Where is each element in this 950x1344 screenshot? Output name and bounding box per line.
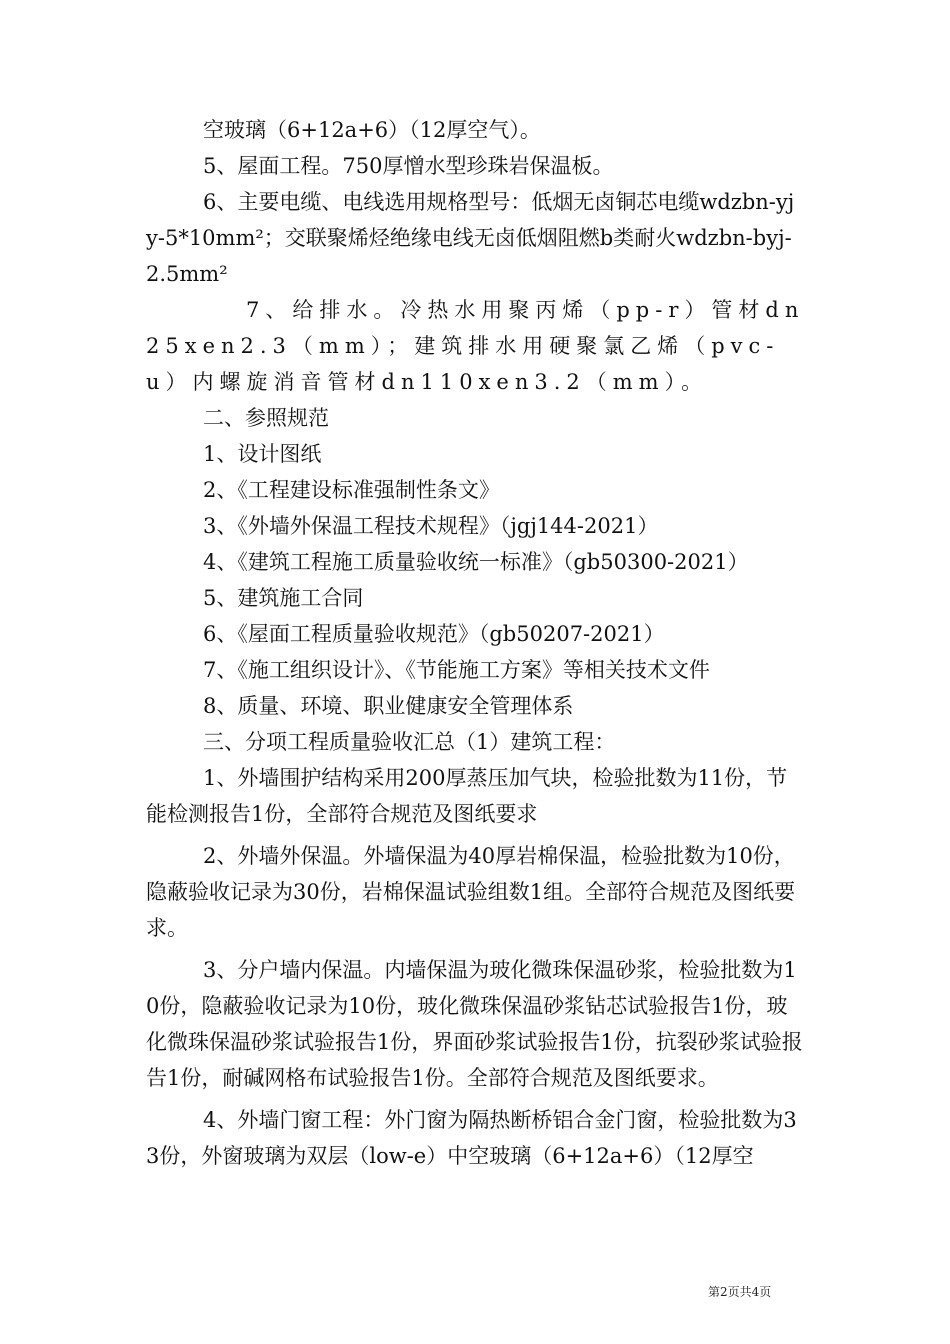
page-footer: 第2页共4页 bbox=[708, 1285, 772, 1299]
list-item: 2、《工程建设标准强制性条文》 bbox=[203, 478, 500, 502]
list-item: 6、《屋面工程质量验收规范》（gb50207-2021） bbox=[203, 622, 665, 646]
paragraph: 2、外墙外保温。外墙保温为40厚岩棉保温，检验批数为10份，隐蔽验收记录为30份，岩棉保温试验组数1组。全部符合规范及图纸要求。 bbox=[146, 844, 796, 940]
list-item: 3、《外墙外保温工程技术规程》（jgj144-2021） bbox=[203, 514, 659, 538]
list-item: 4、《建筑工程施工质量验收统一标准》（gb50300-2021） bbox=[203, 550, 749, 574]
list-item: 8、质量、环境、职业健康安全管理体系 bbox=[203, 694, 574, 718]
list-item: 1、设计图纸 bbox=[203, 442, 322, 466]
section-heading: 三、分项工程质量验收汇总（1）建筑工程： bbox=[203, 730, 616, 754]
paragraph: 1、外墙围护结构采用200厚蒸压加气块，检验批数为11份，节能检测报告1份，全部符合规范及图纸要求 bbox=[146, 766, 788, 826]
paragraph: 5、屋面工程。750厚憎水型珍珠岩保温板。 bbox=[203, 154, 614, 178]
section-heading: 二、参照规范 bbox=[203, 406, 329, 430]
paragraph: 4、外墙门窗工程：外门窗为隔热断桥铝合金门窗，检验批数为33份，外窗玻璃为双层（low-e）中空玻璃（6+12a+6）（12厚空 bbox=[146, 1108, 797, 1168]
paragraph: 7、给排水。冷热水用聚丙烯（pp-r）管材dn25xen2.3（mm）；建筑排水用硬聚氯乙烯（pvc-u）内螺旋消音管材dn110xen3.2（mm）。 bbox=[146, 298, 805, 394]
list-item: 5、建筑施工合同 bbox=[203, 586, 364, 610]
paragraph: 6、主要电缆、电线选用规格型号：低烟无卤铜芯电缆wdzbn-yjy-5*10mm²；交联聚烯烃绝缘电线无卤低烟阻燃b类耐火wdzbn-byj-2.5mm² bbox=[146, 190, 795, 286]
paragraph: 3、分户墙内保温。内墙保温为玻化微珠保温砂浆，检验批数为10份，隐蔽验收记录为10份，玻化微珠保温砂浆钻芯试验报告1份，玻化微珠保温砂浆试验报告1份，界面砂浆试验报告1份，抗裂砂浆试验报告1份，耐碱网格布试验报告1份。全部符合规范及图纸要求。 bbox=[146, 958, 803, 1090]
list-item: 7、《施工组织设计》、《节能施工方案》等相关技术文件 bbox=[203, 658, 710, 682]
paragraph: 空玻璃（6+12a+6）（12厚空气）。 bbox=[203, 118, 541, 142]
document-page bbox=[146, 112, 806, 1174]
